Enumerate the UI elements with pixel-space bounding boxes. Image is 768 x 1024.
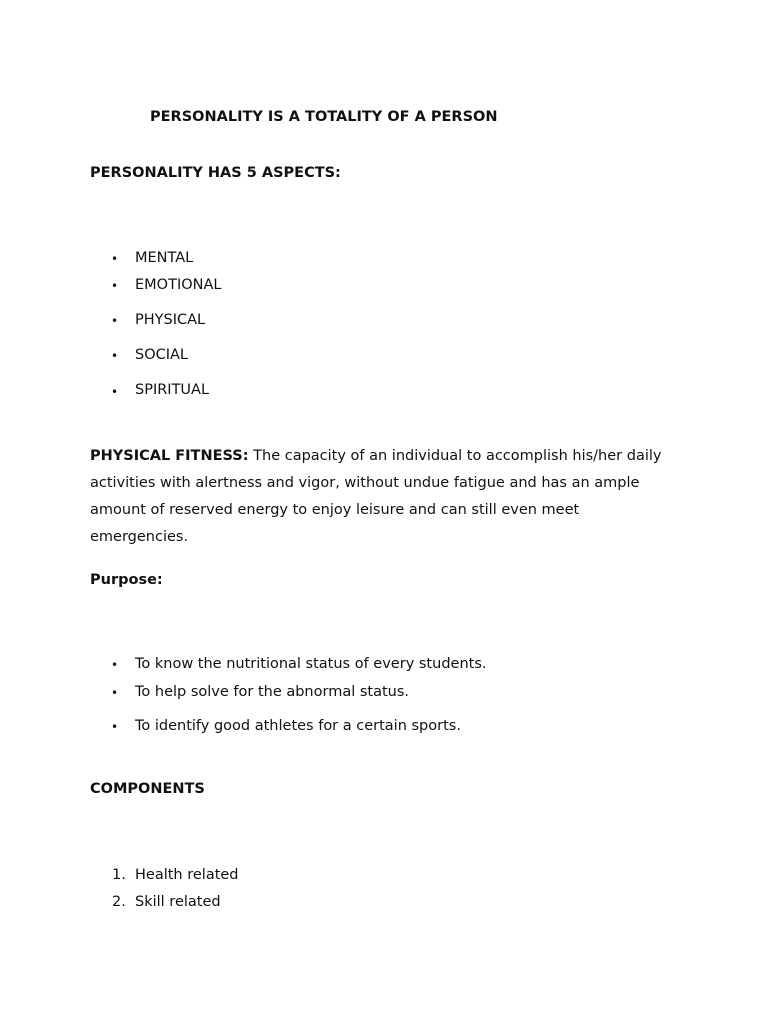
bullet-icon: • [111, 720, 119, 734]
purpose-heading: Purpose: [90, 572, 163, 588]
list-number: 2. [112, 894, 126, 910]
bullet-icon: • [111, 385, 119, 399]
list-item: MENTAL [135, 250, 194, 266]
list-item: Skill related [135, 894, 221, 910]
physical-fitness-term: PHYSICAL FITNESS: [90, 448, 249, 464]
list-item: SOCIAL [135, 347, 189, 363]
bullet-icon: • [111, 279, 119, 293]
physical-fitness-definition: The capacity of an individual to accomplish his/her daily activities with alertness and vigor, without undue fatigue and has an ample amount of reserved energy to enjoy leisure and can still even meet emergencies. [90, 448, 662, 545]
list-item: To help solve for the abnormal status. [135, 684, 410, 700]
list-item: PHYSICAL [135, 312, 206, 328]
list-item: SPIRITUAL [135, 382, 210, 398]
aspects-heading: PERSONALITY HAS 5 ASPECTS: [90, 165, 341, 181]
bullet-icon: • [111, 252, 119, 266]
page-title: PERSONALITY IS A TOTALITY OF A PERSON [150, 109, 498, 125]
list-item: To identify good athletes for a certain sports. [135, 718, 461, 734]
list-item: To know the nutritional status of every students. [135, 656, 487, 672]
bullet-icon: • [111, 658, 119, 672]
list-item: Health related [135, 867, 239, 883]
bullet-icon: • [111, 349, 119, 363]
components-heading: COMPONENTS [90, 781, 205, 797]
physical-fitness-paragraph [90, 443, 680, 551]
list-item: EMOTIONAL [135, 277, 222, 293]
list-number: 1. [112, 867, 126, 883]
bullet-icon: • [111, 686, 119, 700]
bullet-icon: • [111, 314, 119, 328]
